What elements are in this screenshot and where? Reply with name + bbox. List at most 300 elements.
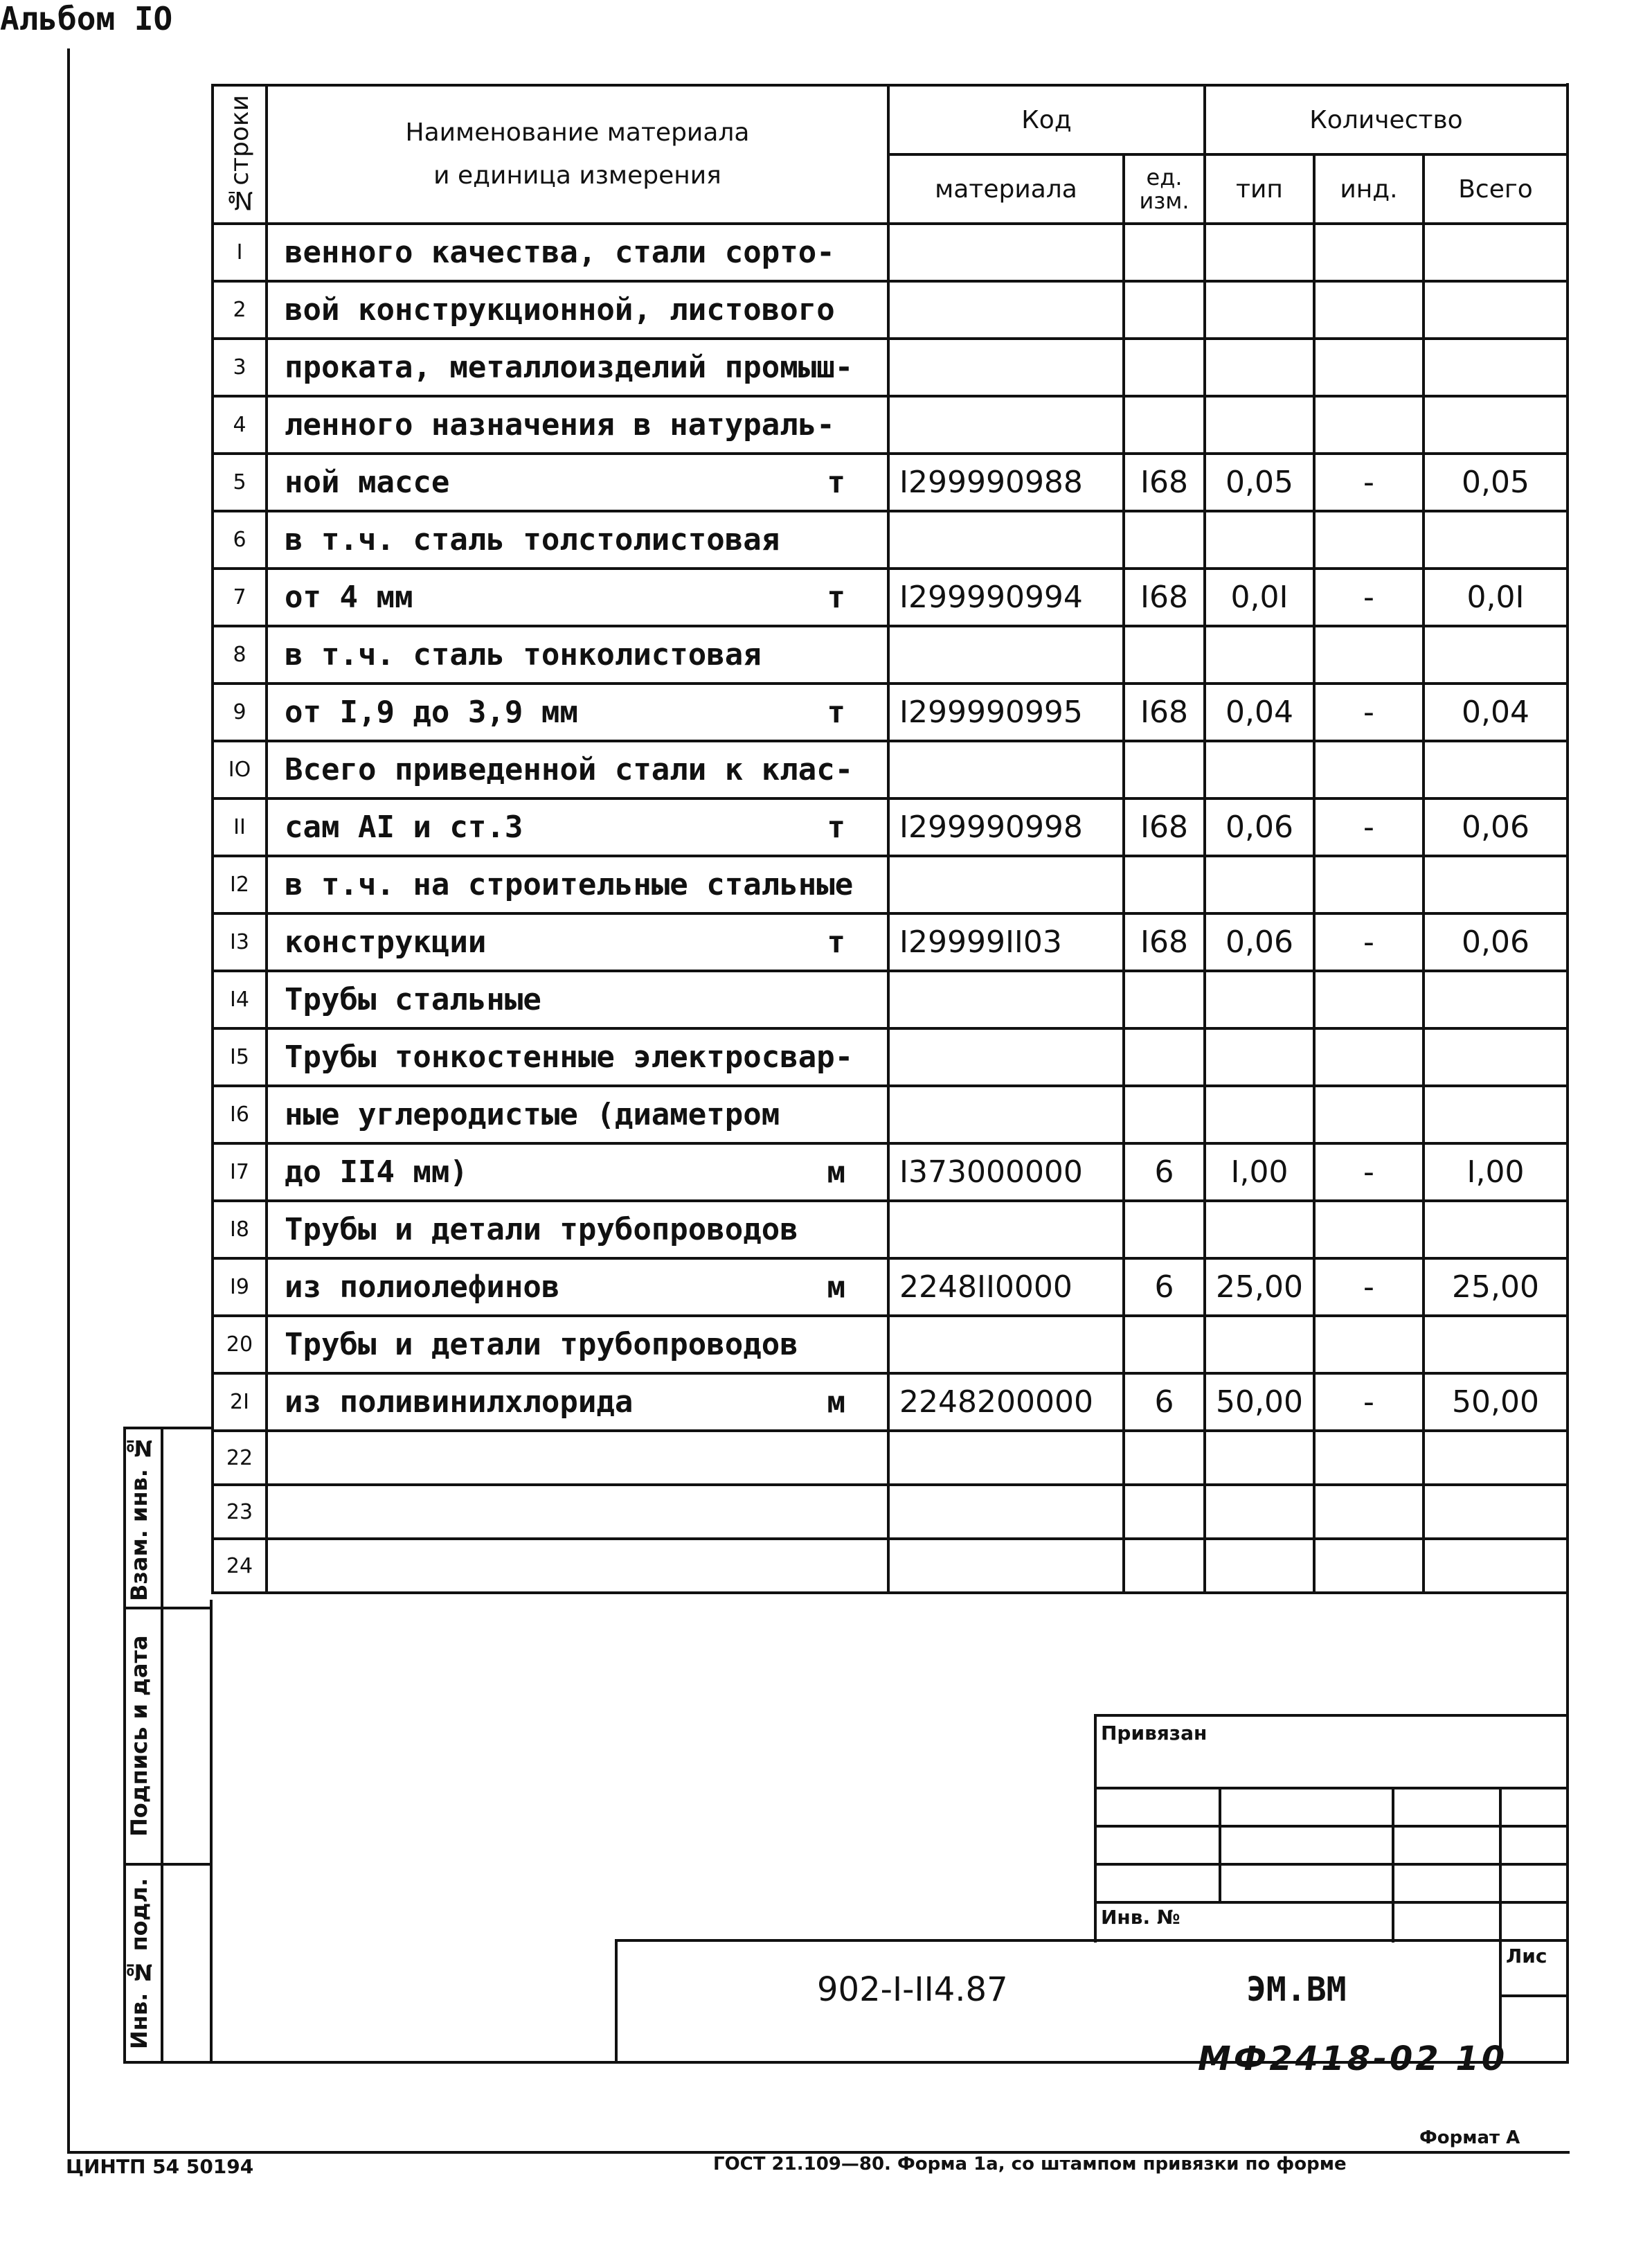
unit-code-cell [1124,856,1205,913]
quantity-type-cell [1205,1143,1314,1201]
stamp-h3 [1094,1863,1568,1866]
material-name-cell [267,454,888,511]
unit-code-cell [1124,1373,1205,1431]
table-row [213,1316,1568,1373]
quantity-total-cell-text: 25,00 [1452,1269,1539,1305]
quantity-type-cell [1205,454,1314,511]
unit-code-cell [1124,798,1205,856]
quantity-type-cell [1205,971,1314,1028]
quantity-type-cell [1205,1485,1314,1539]
format-label: Формат А [1419,2127,1520,2148]
unit-code-cell [1124,684,1205,741]
handwritten-number: МФ2418-02 10 [1198,2039,1508,2078]
stamp-inv-no: Инв. № [1101,1906,1180,1929]
material-code-cell-text: 2248200000 [899,1384,1093,1420]
list-cell-div [1499,1994,1568,1997]
material-name-cell [267,1539,888,1593]
quantity-ind-cell [1314,856,1424,913]
row-number-cell [213,1258,267,1316]
row-number-cell [213,1143,267,1201]
quantity-type-cell [1205,856,1314,913]
quantity-total-cell [1424,1431,1568,1485]
quantity-type-cell-text: 25,00 [1216,1269,1303,1305]
material-code-cell [888,1485,1124,1539]
unit-code-cell [1124,913,1205,971]
quantity-type-cell-text: 0,0I [1230,580,1289,615]
quantity-ind-cell [1314,1028,1424,1086]
unit-code-cell-text: I68 [1140,580,1188,615]
quantity-total-cell-text: 50,00 [1452,1384,1539,1420]
quantity-ind-cell [1314,396,1424,454]
quantity-type-cell [1205,1028,1314,1086]
quantity-type-cell [1205,913,1314,971]
header-quantity: Количество [1205,85,1568,154]
quantity-type-cell [1205,396,1314,454]
material-name-cell [267,1258,888,1316]
header-code-material: материала [888,154,1124,224]
row-number-cell [213,1431,267,1485]
side-strip-bottom [123,2061,212,2064]
table-row [213,856,1568,913]
material-name-cell [267,913,888,971]
quantity-total-cell [1424,1201,1568,1258]
stamp-h2 [1094,1825,1568,1828]
unit-code-cell-text: I68 [1140,925,1188,960]
row-number-cell [213,511,267,569]
unit-code-cell [1124,1539,1205,1593]
material-code-cell [888,798,1124,856]
material-name-cell-text: Трубы и детали трубопроводов [285,1327,798,1362]
quantity-type-cell [1205,1316,1314,1373]
quantity-total-cell [1424,1028,1568,1086]
quantity-total-cell [1424,511,1568,569]
quantity-ind-cell [1314,1316,1424,1373]
row-number-cell-text: 3 [233,355,246,380]
quantity-total-cell [1424,1143,1568,1201]
quantity-type-cell-text: 50,00 [1216,1384,1303,1420]
quantity-ind-cell [1314,1086,1424,1143]
row-number-cell-text: II [233,815,246,839]
unit-letter: т [827,925,845,960]
stamp-top [1094,1714,1568,1717]
material-name-cell-text: ной массе [285,465,450,500]
material-code-cell [888,1143,1124,1201]
quantity-ind-cell-text: - [1363,1269,1374,1305]
quantity-ind-cell [1314,1373,1424,1431]
row-number-cell [213,856,267,913]
quantity-ind-cell-text: - [1363,695,1374,730]
quantity-ind-cell-text: - [1363,925,1374,960]
material-code-cell-text: I299990988 [899,465,1083,500]
row-number-cell-text: 2 [233,298,246,322]
material-name-cell [267,626,888,684]
table-row [213,798,1568,856]
unit-code-cell [1124,1143,1205,1201]
material-code-cell [888,913,1124,971]
table-row [213,626,1568,684]
unit-letter: м [827,1269,845,1305]
unit-code-cell [1124,1431,1205,1485]
table-row [213,511,1568,569]
side-label-podpis: Подпись и дата [126,1635,152,1837]
unit-code-cell [1124,569,1205,626]
quantity-type-cell [1205,1201,1314,1258]
quantity-total-cell [1424,281,1568,339]
material-code-cell [888,224,1124,281]
side-label-inv-podl: Инв. № подл. [126,1877,152,2049]
quantity-ind-cell [1314,1431,1424,1485]
document-code: 902-I-II4.87 [817,1970,1008,2009]
quantity-ind-cell [1314,224,1424,281]
material-name-cell-text: ные углеродистые (диаметром [285,1097,780,1132]
material-code-cell [888,1086,1124,1143]
unit-letter: т [827,695,845,730]
row-number-cell [213,971,267,1028]
quantity-ind-cell [1314,1485,1424,1539]
unit-code-cell-text: 6 [1154,1154,1174,1190]
stamp-v3 [1499,1787,1502,1943]
material-name-cell-text: Трубы тонкостенные электросвар- [285,1039,854,1075]
material-code-cell [888,1316,1124,1373]
row-number-cell [213,913,267,971]
quantity-type-cell-text: I,00 [1230,1154,1289,1190]
quantity-total-cell [1424,856,1568,913]
quantity-ind-cell [1314,798,1424,856]
quantity-total-cell [1424,396,1568,454]
stamp-left [1094,1714,1097,1943]
table-row [213,1143,1568,1201]
quantity-ind-cell-text: - [1363,465,1374,500]
row-number-cell-text: 6 [233,528,246,552]
material-code-cell [888,741,1124,798]
quantity-ind-cell [1314,626,1424,684]
row-number-cell-text: I4 [230,988,249,1012]
material-name-cell-text: Всего приведенной стали к клас- [285,752,854,787]
material-code-cell-text: I29999II03 [899,925,1062,960]
quantity-total-cell [1424,1373,1568,1431]
material-name-cell-text: в т.ч. сталь тонколистовая [285,637,762,672]
material-name-cell-text: ленного назначения в натураль- [285,407,835,443]
quantity-ind-cell [1314,1539,1424,1593]
material-code-cell [888,339,1124,396]
row-number-cell [213,741,267,798]
quantity-type-cell [1205,1431,1314,1485]
spec-table [211,84,1569,1594]
quantity-type-cell [1205,684,1314,741]
main-stamp-top [616,1939,1568,1942]
unit-code-cell [1124,1201,1205,1258]
material-code-cell [888,626,1124,684]
document-mark: ЭМ.ВМ [1246,1970,1347,2009]
material-code-cell [888,1373,1124,1431]
unit-code-cell [1124,1086,1205,1143]
material-code-cell [888,1431,1124,1485]
row-number-cell-text: 7 [233,585,246,609]
quantity-type-cell [1205,339,1314,396]
material-name-cell [267,511,888,569]
table-left-extension [210,1600,213,2064]
row-number-cell [213,1201,267,1258]
table-row [213,1539,1568,1593]
quantity-type-cell [1205,569,1314,626]
material-name-cell-text: венного качества, стали сорто- [285,235,835,270]
quantity-type-cell [1205,741,1314,798]
row-number-cell-text: 22 [226,1445,253,1470]
quantity-type-cell [1205,1258,1314,1316]
material-name-cell [267,1201,888,1258]
unit-code-cell [1124,339,1205,396]
row-number-cell [213,1539,267,1593]
quantity-type-cell [1205,626,1314,684]
stamp-v1 [1219,1787,1221,1901]
row-number-cell-text: IO [228,758,251,782]
material-name-cell-text: конструкции [285,925,487,960]
unit-code-cell [1124,281,1205,339]
side-strip-mid [161,1427,163,2064]
album-title: Альбом IO [0,0,173,37]
quantity-ind-cell [1314,1258,1424,1316]
table-row [213,396,1568,454]
row-number-cell [213,339,267,396]
unit-code-cell [1124,1316,1205,1373]
row-number-cell [213,454,267,511]
quantity-ind-cell [1314,684,1424,741]
material-code-cell [888,971,1124,1028]
gost-footer: ГОСТ 21.109—80. Форма 1а, со штампом привязки по форме [713,2154,1347,2175]
side-label-vzam: Взам. инв. № [126,1434,152,1602]
unit-letter: м [827,1384,845,1420]
quantity-total-cell-text: 0,0I [1466,580,1525,615]
row-number-cell-text: I6 [230,1102,249,1127]
unit-code-cell [1124,1028,1205,1086]
table-row [213,1086,1568,1143]
unit-code-cell-text: I68 [1140,465,1188,500]
row-number-cell [213,396,267,454]
material-name-cell-text: в т.ч. на строительные стальные [285,867,854,902]
material-code-cell [888,1028,1124,1086]
stamp-list: Лис [1506,1945,1547,1967]
quantity-ind-cell-text: - [1363,1384,1374,1420]
material-code-cell-text: I373000000 [899,1154,1083,1190]
material-code-cell [888,684,1124,741]
quantity-total-cell-text: 0,06 [1462,925,1529,960]
material-name-cell [267,1373,888,1431]
row-number-cell-text: I7 [230,1160,249,1184]
quantity-ind-cell [1314,454,1424,511]
unit-code-cell [1124,454,1205,511]
material-name-cell [267,569,888,626]
unit-code-cell-text: I68 [1140,810,1188,845]
table-row [213,1201,1568,1258]
quantity-ind-cell [1314,281,1424,339]
quantity-type-cell [1205,1086,1314,1143]
quantity-type-cell [1205,1539,1314,1593]
material-name-cell-text: из полиолефинов [285,1269,560,1305]
table-row [213,1485,1568,1539]
unit-code-cell [1124,396,1205,454]
row-number-cell-text: I2 [230,873,249,897]
material-code-cell [888,511,1124,569]
table-row [213,454,1568,511]
quantity-total-cell-text: 0,06 [1462,810,1529,845]
quantity-total-cell [1424,1485,1568,1539]
quantity-type-cell [1205,511,1314,569]
quantity-type-cell [1205,281,1314,339]
quantity-type-cell-text: 0,06 [1225,810,1293,845]
row-number-cell [213,798,267,856]
table-row [213,971,1568,1028]
row-number-cell-text: 20 [226,1332,253,1357]
material-code-cell [888,396,1124,454]
row-number-cell [213,224,267,281]
header-name: Наименование материала и единица измерения [267,85,888,224]
quantity-total-cell [1424,1539,1568,1593]
material-code-cell-text: I299990998 [899,810,1083,845]
header-qty-ind: инд. [1314,154,1424,224]
material-name-cell-text: от I,9 до 3,9 мм [285,695,578,730]
quantity-ind-cell [1314,569,1424,626]
material-name-cell-text: сам AI и ст.3 [285,810,523,845]
row-number-cell-text: 9 [233,700,246,724]
row-number-cell [213,1373,267,1431]
quantity-ind-cell-text: - [1363,580,1374,615]
quantity-type-cell [1205,1373,1314,1431]
quantity-type-cell-text: 0,04 [1225,695,1293,730]
material-name-cell [267,281,888,339]
cintp-footer: ЦИНТП 54 50194 [66,2155,254,2178]
row-number-cell-text: I5 [230,1045,249,1069]
material-code-cell [888,569,1124,626]
unit-code-cell [1124,741,1205,798]
quantity-ind-cell [1314,511,1424,569]
main-stamp-left [615,1939,618,2064]
quantity-type-cell-text: 0,06 [1225,925,1293,960]
row-number-cell-text: I [236,240,243,265]
material-name-cell [267,1086,888,1143]
unit-code-cell [1124,1258,1205,1316]
material-name-cell [267,1143,888,1201]
stamp-v2 [1392,1787,1394,1943]
unit-letter: т [827,580,845,615]
quantity-ind-cell [1314,1143,1424,1201]
row-number-cell [213,1485,267,1539]
header-row-no: №строки [213,85,267,224]
material-name-cell [267,741,888,798]
unit-code-cell-text: 6 [1154,1269,1174,1305]
quantity-total-cell [1424,741,1568,798]
table-row [213,224,1568,281]
row-number-cell [213,1086,267,1143]
table-row [213,1373,1568,1431]
material-name-cell-text: до II4 мм) [285,1154,468,1190]
quantity-ind-cell-text: - [1363,1154,1374,1190]
quantity-ind-cell [1314,913,1424,971]
material-name-cell [267,1431,888,1485]
header-code: Код [888,85,1205,154]
row-number-cell-text: 24 [226,1553,253,1578]
material-name-cell [267,1028,888,1086]
unit-code-cell [1124,224,1205,281]
row-number-cell-text: I3 [230,930,249,954]
unit-code-cell-text: I68 [1140,695,1188,730]
quantity-type-cell-text: 0,05 [1225,465,1293,500]
quantity-ind-cell [1314,1201,1424,1258]
table-row [213,741,1568,798]
row-number-cell [213,1316,267,1373]
material-name-cell [267,339,888,396]
table-row [213,684,1568,741]
row-number-cell-text: 8 [233,643,246,667]
header-code-unit: ед. изм. [1124,154,1205,224]
unit-code-cell [1124,626,1205,684]
row-number-cell-text: 5 [233,470,246,494]
material-name-cell-text: в т.ч. сталь толстолистовая [285,522,780,557]
stamp-h1 [1094,1787,1568,1789]
material-name-cell-text: вой конструкционной, листового [285,292,835,328]
unit-letter: т [827,465,845,500]
row-number-cell-text: 23 [226,1499,253,1524]
unit-letter: т [827,810,845,845]
row-number-cell [213,281,267,339]
quantity-total-cell [1424,626,1568,684]
stamp-h4 [1094,1901,1568,1904]
material-code-cell [888,1201,1124,1258]
material-name-cell [267,798,888,856]
material-name-cell [267,684,888,741]
quantity-total-cell [1424,1258,1568,1316]
quantity-total-cell [1424,684,1568,741]
quantity-type-cell [1205,224,1314,281]
material-name-cell [267,971,888,1028]
material-name-cell [267,396,888,454]
row-number-cell-text: 2I [230,1390,249,1414]
quantity-total-cell [1424,1086,1568,1143]
table-row [213,913,1568,971]
unit-code-cell [1124,1485,1205,1539]
material-code-cell [888,281,1124,339]
row-number-cell [213,1028,267,1086]
quantity-total-cell [1424,913,1568,971]
unit-letter: м [827,1154,845,1190]
unit-code-cell [1124,511,1205,569]
table-row [213,569,1568,626]
quantity-total-cell [1424,454,1568,511]
material-name-cell [267,1485,888,1539]
table-row [213,1258,1568,1316]
unit-code-cell-text: 6 [1154,1384,1174,1420]
quantity-total-cell [1424,569,1568,626]
row-number-cell [213,626,267,684]
quantity-ind-cell-text: - [1363,810,1374,845]
quantity-total-cell-text: 0,05 [1462,465,1529,500]
quantity-total-cell [1424,1316,1568,1373]
unit-code-cell [1124,971,1205,1028]
material-name-cell-text: Трубы стальные [285,982,541,1017]
table-row [213,1028,1568,1086]
material-code-cell [888,856,1124,913]
header-qty-type: тип [1205,154,1314,224]
quantity-total-cell [1424,798,1568,856]
quantity-ind-cell [1314,339,1424,396]
material-code-cell-text: I299990994 [899,580,1083,615]
material-name-cell [267,224,888,281]
material-code-cell-text: I299990995 [899,695,1083,730]
material-code-cell [888,1539,1124,1593]
quantity-total-cell-text: I,00 [1466,1154,1525,1190]
quantity-ind-cell [1314,741,1424,798]
table-row [213,281,1568,339]
row-number-cell-text: 4 [233,413,246,437]
